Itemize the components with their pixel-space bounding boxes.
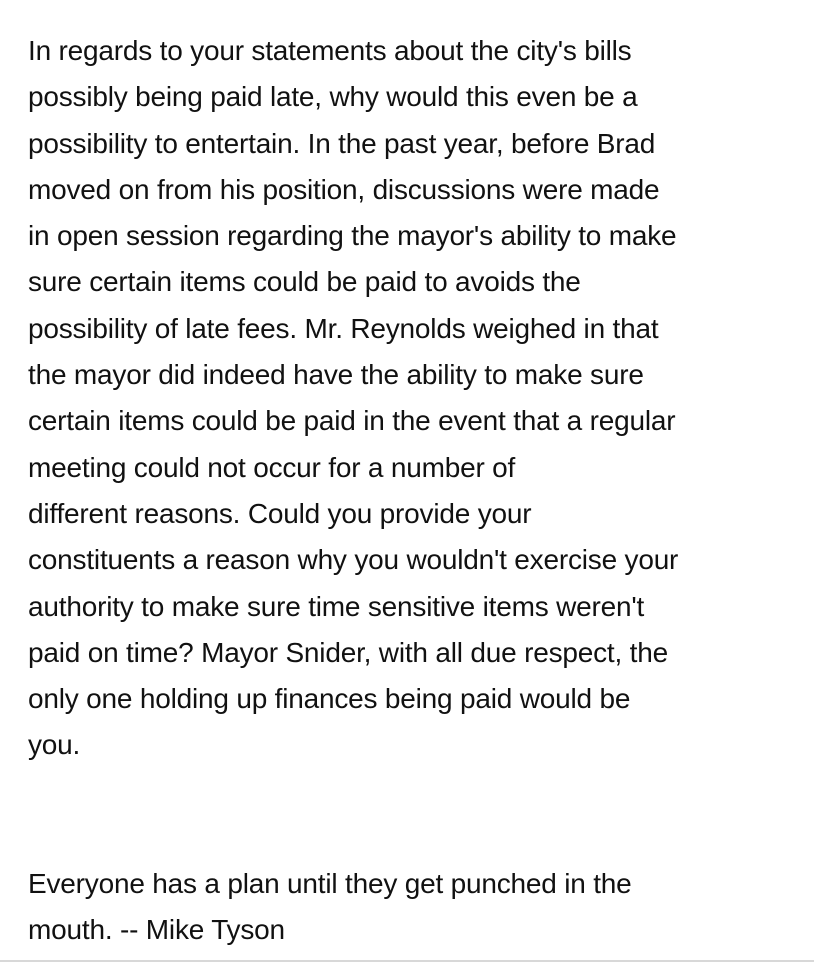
body-line: you. — [28, 729, 81, 761]
signature-quote — [28, 861, 803, 954]
body-line: authority to make sure time sensitive items weren't — [28, 590, 645, 622]
body-line: different reasons. Could you provide your — [28, 497, 532, 529]
message-text — [28, 28, 803, 953]
body-line: paid on time? Mayor Snider, with all due respect, the — [28, 636, 668, 668]
message-body — [28, 28, 803, 769]
body-line: meeting could not occur for a number of — [28, 451, 516, 483]
body-line: the mayor did indeed have the ability to make sure — [28, 359, 644, 391]
signature-line: Everyone has a plan until they get punched in the — [28, 867, 632, 899]
body-line: only one holding up finances being paid would be — [28, 683, 631, 715]
body-line: constituents a reason why you wouldn't exercise your — [28, 544, 679, 576]
body-line: In regards to your statements about the city's bills — [28, 35, 632, 66]
body-line: possibility of late fees. Mr. Reynolds weighed in that — [28, 312, 659, 344]
body-line: sure certain items could be paid to avoids the — [28, 266, 581, 298]
body-line: possibly being paid late, why would this even be a — [28, 81, 638, 113]
body-line: possibility to entertain. In the past year, before Brad — [28, 127, 656, 159]
body-line: moved on from his position, discussions were made — [28, 173, 660, 205]
body-line: in open session regarding the mayor's ability to make — [28, 220, 677, 252]
body-line: certain items could be paid in the event that a regular — [28, 405, 676, 437]
signature-line: mouth. -- Mike Tyson — [28, 914, 285, 946]
paragraph-gap — [28, 769, 803, 861]
